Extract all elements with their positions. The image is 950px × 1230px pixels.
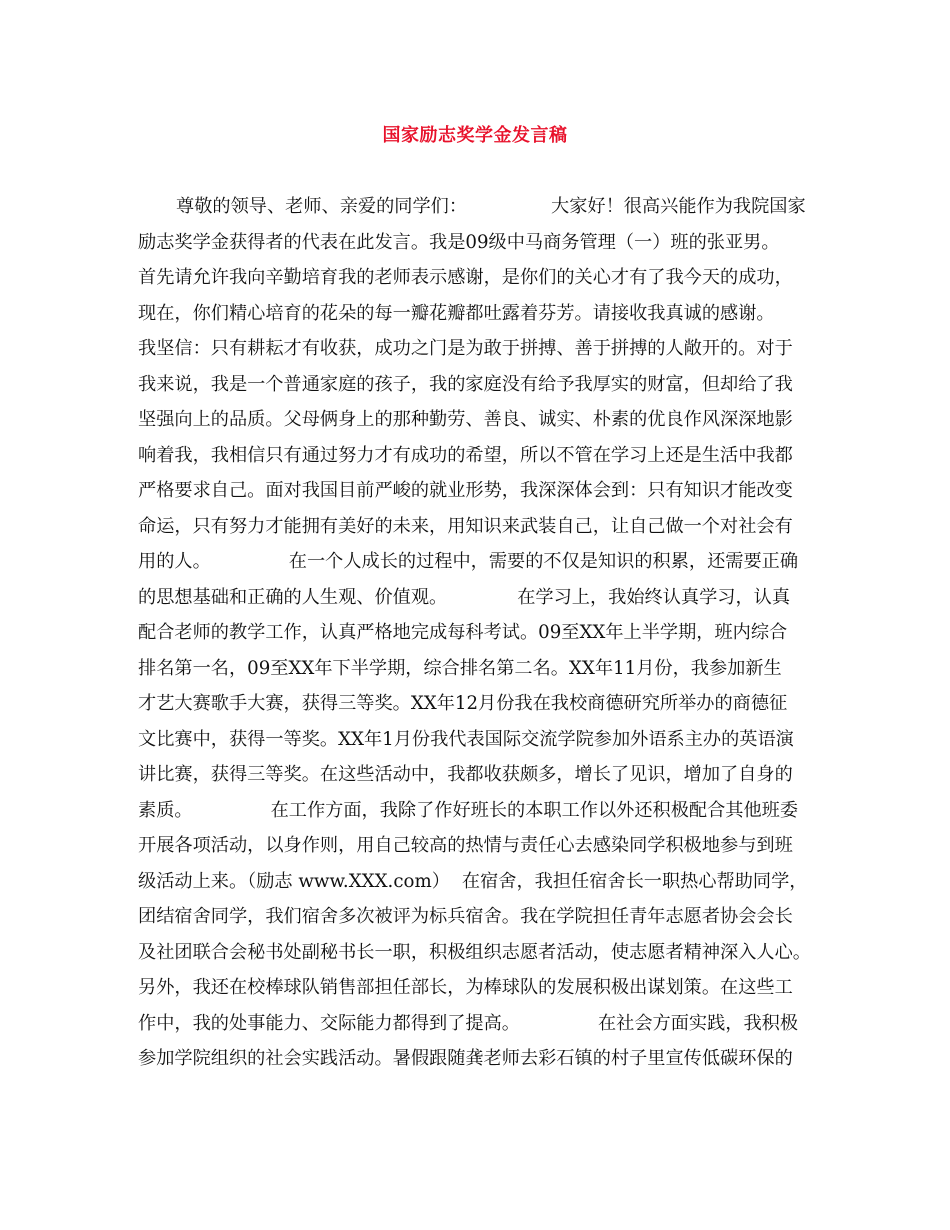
text-segment: 命运，只有努力才能拥有美好的未来，用知识来武装自己，让自己做一个对社会有 [138,515,793,537]
text-line [138,757,828,793]
text-line [138,331,828,367]
text-segment: 作中，我的处事能力、交际能力都得到了提高。 [138,1012,520,1034]
text-segment: 配合老师的教学工作，认真严格地完成每科考试。09至XX年上半学期，班内综合 [138,622,788,643]
text-line [138,296,828,332]
text-line [138,615,828,651]
text-segment: 尊敬的领导、老师、亲爱的同学们： [176,196,468,217]
text-line [138,651,828,687]
text-segment: 团结宿舍同学，我们宿舍多次被评为标兵宿舍。我在学院担任青年志愿者协会会长 [138,906,793,927]
text-line [138,509,828,545]
text-segment: 才艺大赛歌手大赛，获得三等奖。XX年12月份我在我校商德研究所举办的商德征 [138,693,788,714]
text-segment: 我坚信：只有耕耘才有收获，成功之门是为敢于拼搏、善于拼搏的人敞开的。对于 [138,338,793,359]
text-segment: 严格要求自己。面对我国目前严峻的就业形势，我深深体会到：只有知识才能改变 [138,480,793,501]
document-body [138,189,828,1077]
text-segment: 级活动上来。（励志 www.XXX.com） [138,870,450,892]
text-line [138,402,828,438]
text-segment: 及社团联合会秘书处副秘书长一职，积极组织志愿者活动，使志愿者精神深入人心。 [138,941,811,963]
text-line [138,580,828,616]
text-segment: 文比赛中，获得一等奖。XX年1月份我代表国际交流学院参加外语系主办的英语演 [138,728,794,750]
text-line [138,864,828,900]
text-segment: 素质。 [138,799,193,821]
text-segment: 现在，你们精心培育的花朵的每一瓣花瓣都吐露着芬芳。请接收我真诚的感谢。 [138,302,775,324]
text-segment: 的思想基础和正确的人生观、价值观。 [138,586,448,608]
text-line [138,828,828,864]
text-segment: 在工作方面，我除了作好班长的本职工作以外还积极配合其他班委 [270,799,799,821]
text-segment: 另外，我还在校棒球队销售部担任部长，为棒球队的发展积极出谋划策。在这些工 [138,977,793,998]
text-line [138,225,828,261]
text-line [138,899,828,935]
text-segment: 坚强向上的品质。父母俩身上的那种勤劳、善良、诚实、朴素的优良作风深深地影 [138,409,793,430]
text-line [138,935,828,971]
text-segment: 参加学院组织的社会实践活动。暑假跟随龚老师去彩石镇的村子里宣传低碳环保的 [138,1048,793,1069]
text-segment: 励志奖学金获得者的代表在此发言。我是09级中马商务管理（一）班的张亚男。 [138,231,780,253]
text-line [138,1006,828,1042]
text-line [138,367,828,403]
document-title: 国家励志奖学金发言稿 [382,125,568,146]
text-segment: 在一个人成长的过程中，需要的不仅是知识的积累，还需要正确 [288,551,799,572]
text-line [138,793,828,829]
text-segment: 大家好！很高兴能作为我院国家 [551,196,806,217]
text-segment: 用的人。 [138,551,211,572]
text-segment: 我来说，我是一个普通家庭的孩子，我的家庭没有给予我厚实的财富，但却给了我 [138,373,793,395]
text-segment: 排名第一名，09至XX年下半学期，综合排名第二名。XX年11月份，我参加新生 [138,657,782,679]
text-segment: 首先请允许我向辛勤培育我的老师表示感谢，是你们的关心才有了我今天的成功， [138,267,793,288]
text-line [138,970,828,1006]
text-segment: 响着我，我相信只有通过努力才有成功的希望，所以不管在学习上还是生活中我都 [138,444,793,466]
text-segment: 在社会方面实践，我积极 [597,1012,799,1034]
text-segment: 在学习上，我始终认真学习，认真 [517,586,791,608]
text-line [138,189,828,225]
text-line [138,260,828,296]
text-segment: 讲比赛，获得三等奖。在这些活动中，我都收获颇多，增长了见识，增加了自身的 [138,764,793,785]
text-line [138,1041,828,1077]
text-segment: 开展各项活动，以身作则，用自己较高的热情与责任心去感染同学积极地参与到班 [138,835,793,856]
text-line [138,544,828,580]
text-line [138,473,828,509]
text-segment: 在宿舍，我担任宿舍长一职热心帮助同学， [461,870,808,892]
text-line [138,438,828,474]
text-line [138,686,828,722]
text-line [138,722,828,758]
